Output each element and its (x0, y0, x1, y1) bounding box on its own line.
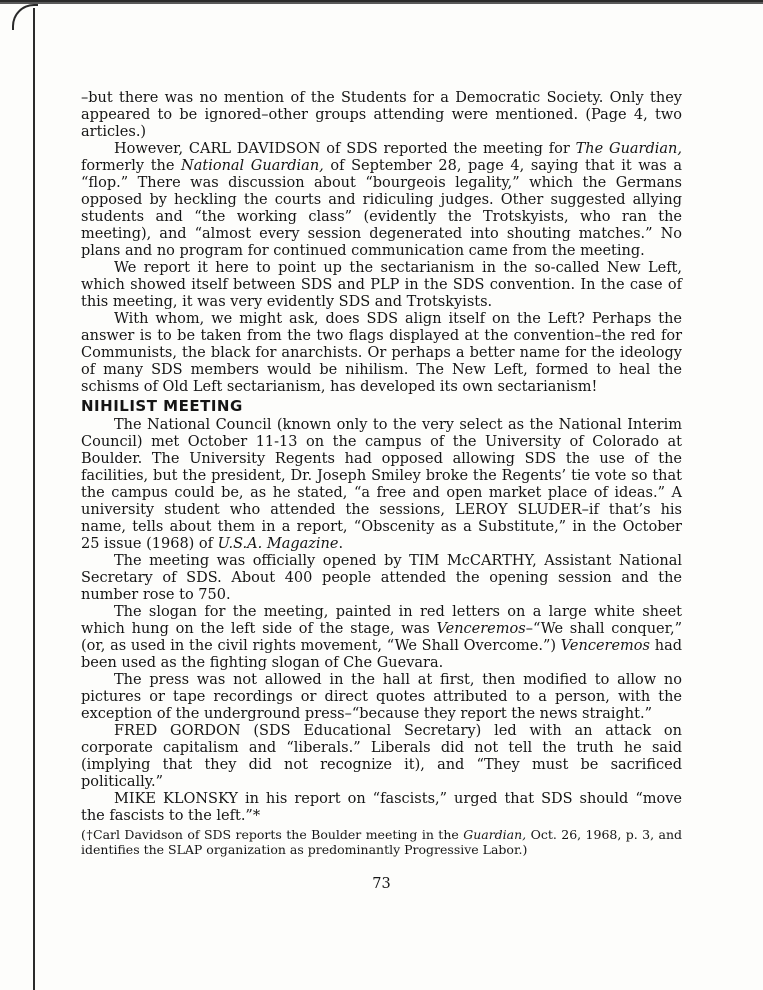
page-body (81, 90, 682, 857)
page-left-border (33, 8, 35, 990)
paragraph-opened: The meeting was officially opened by TIM McCARTHY, Assistant National Secretary of SDS. About 400 people attended the opening session and the number rose to 750. (81, 553, 682, 603)
paragraph-klonsky: MIKE KLONSKY in his report on “fascists,” urged that SDS should “move the fascists to the left.”* (81, 791, 682, 824)
paragraph-whom: With whom, we might ask, does SDS align itself on the Left? Perhaps the answer is to be taken from the two flags displayed at the convention–the red for Communists, the black for anarchists. Or perhaps a better name for the ideology of many SDS members would be nihilism. The New Left, formed to heal the schisms of Old Left sectarianism, has developed its own sectarianism! (81, 311, 682, 395)
paragraph-slogan: The slogan for the meeting, painted in red letters on a large white sheet which hung on the left side of the stage, was Venceremos–“We shall conquer,” (or, as used in the civil rights movement, “We Shall Overcome.”) Venceremos had been used as the fighting slogan of Che Guevara. (81, 604, 682, 671)
footnote: (†Carl Davidson of SDS reports the Boulder meeting in the Guardian, Oct. 26, 1968, p. 3, and identifies the SLAP organization as predominantly Progressive Labor.) (81, 827, 682, 857)
paragraph-davidson: However, CARL DAVIDSON of SDS reported the meeting for The Guardian, formerly the National Guardian, of September 28, page 4, saying that it was a “flop.” There was discussion about “bourgeois legality,” which the Germans opposed by heckling the courts and ridiculing judges. Other suggested allying students and “the working class” (evidently the Trotskyists, who ran the meeting), and “almost every session degenerated into shouting matches.” No plans and no program for continued communication came from the meeting. (81, 141, 682, 259)
page-number: 73 (372, 876, 391, 892)
page-top-border (0, 0, 763, 10)
paragraph-gordon: FRED GORDON (SDS Educational Secretary) led with an attack on corporate capitalism and “liberals.” Liberals did not tell the truth he said (implying that they did not recognize it), and “They must be sacrificed politically.” (81, 723, 682, 790)
paragraph-intro: –but there was no mention of the Students for a Democratic Society. Only they appeared to be ignored–other groups attending were mentioned. (Page 4, two articles.) (81, 90, 682, 140)
paragraph-council: The National Council (known only to the very select as the National Interim Council) met October 11-13 on the campus of the University of Colorado at Boulder. The University Regents had opposed allowing SDS the use of the facilities, but the president, Dr. Joseph Smiley broke the Regents’ tie vote so that the campus could be, as he stated, “a free and open market place of ideas.” A university student who attended the sessions, LEROY SLUDER–if that’s his name, tells about them in a report, “Obscenity as a Substitute,” in the October 25 issue (1968) of U.S.A. Magazine. (81, 417, 682, 552)
paragraph-report: We report it here to point up the sectarianism in the so-called New Left, which showed itself between SDS and PLP in the SDS convention. In the case of this meeting, it was very evidently SDS and Trotskyists. (81, 260, 682, 310)
section-heading: NIHILIST MEETING (81, 397, 243, 415)
paragraph-press: The press was not allowed in the hall at first, then modified to allow no pictures or tape recordings or direct quotes attributed to a person, with the exception of the underground press–“because they report the news straight.” (81, 672, 682, 722)
